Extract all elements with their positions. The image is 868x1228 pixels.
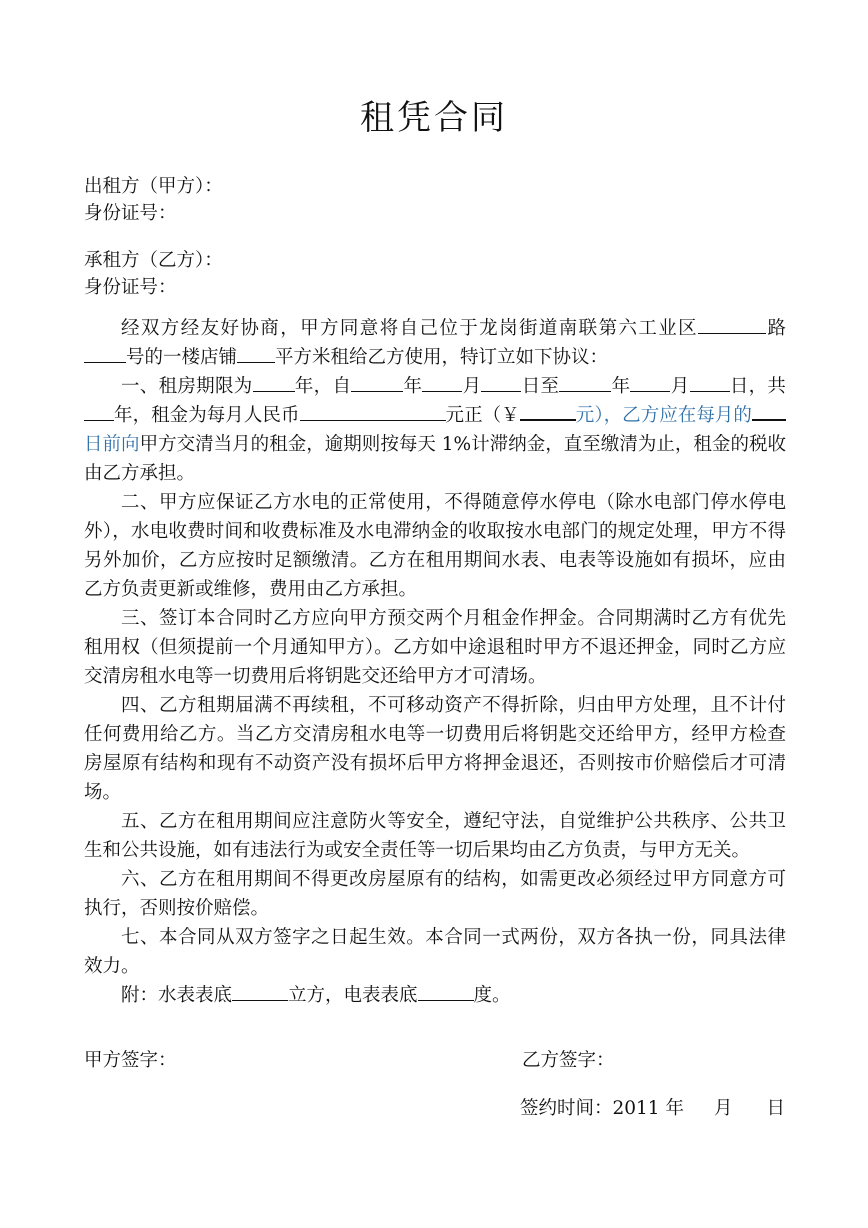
start-year-blank (351, 373, 403, 392)
end-year-blank (559, 373, 611, 392)
clause-2: 二、甲方应保证乙方水电的正常使用，不得随意停水停电（除水电部门停水停电外），水电收费时间和收费标准及水电滞纳金的收取按水电部门的规定处理，甲方不得另外加价，乙方应按时足额缴清。乙方在租用期间水表、电表等设施如有损坏，应由乙方负责更新或维修，费用由乙方承担。 (84, 492, 786, 600)
party-a-id-label: 身份证号： (84, 203, 177, 224)
clause-4: 四、乙方租期届满不再续租，不可移动资产不得折除，归由甲方处理，且不计付任何费用给乙方。当乙方交清房租水电等一切费用后将钥匙交还给甲方，经甲方检查房屋原有结构和现有不动资产没有损坏后甲方将押金退还，否则按市价赔偿后才可清场。 (84, 695, 786, 803)
clause-1: 一、租房期限为 年，自 年 月 日至 年 月 日，共年，租金为每月人民币 元正（￥ 元），乙方应在每月的日前向甲方交清当月的租金，逾期则按每天 1%计滞纳金，直至缴清为止，租金的税收由乙方承担。 (84, 372, 786, 488)
start-month-blank (422, 373, 462, 392)
party-a-signature-label: 甲方签字： (84, 1050, 177, 1071)
party-a-label: 出租方（甲方）： (84, 176, 223, 197)
industrial-area-blank (698, 315, 766, 334)
clause-3: 三、签订本合同时乙方应向甲方预交两个月租金作押金。合同期满时乙方有优先租用权（但须提前一个月通知甲方）。乙方如中途退租时甲方不退还押金，同时乙方应交清房租水电等一切费用后将钥匙交还给甲方才可清场。 (84, 608, 786, 687)
area-blank (237, 344, 275, 363)
signing-date: 签约时间：2011 年 月 日 (520, 1098, 785, 1119)
road-number-blank (84, 344, 126, 363)
end-month-blank (630, 373, 670, 392)
lease-years-blank (253, 373, 295, 392)
intro-paragraph: 经双方经友好协商，甲方同意将自己位于龙岗街道南联第六工业区 路号的一楼店铺 平方米租给乙方使用，特订立如下协议： (84, 314, 786, 372)
clause-5: 五、乙方在租用期间应注意防火等安全，遵纪守法，自觉维护公共秩序、公共卫生和公共设施，如有违法行为或安全责任等一切后果均由乙方负责，与甲方无关。 (84, 811, 786, 861)
clause-6: 六、乙方在租用期间不得更改房屋原有的结构，如需更改必须经过甲方同意方可执行，否则按价赔偿。 (84, 869, 786, 919)
electric-meter-blank (418, 982, 474, 1001)
contract-body (84, 314, 786, 1010)
party-b-label: 承租方（乙方）： (84, 250, 223, 271)
document-title: 租凭合同 (360, 98, 508, 138)
total-years-blank (84, 402, 114, 421)
party-b-signature-label: 乙方签字： (522, 1050, 615, 1071)
rent-amount-blank (300, 402, 446, 421)
start-day-blank (481, 373, 521, 392)
payment-day-blank (752, 401, 786, 421)
party-b-id-label: 身份证号： (84, 277, 177, 298)
water-meter-blank (232, 982, 288, 1001)
rent-figure-blank (520, 401, 576, 421)
clause-7: 七、本合同从双方签字之日起生效。本合同一式两份，双方各执一份，同具法律效力。 (84, 927, 786, 977)
end-day-blank (690, 373, 730, 392)
appendix-line: 附：水表表底 立方，电表表底 度。 (84, 981, 786, 1010)
